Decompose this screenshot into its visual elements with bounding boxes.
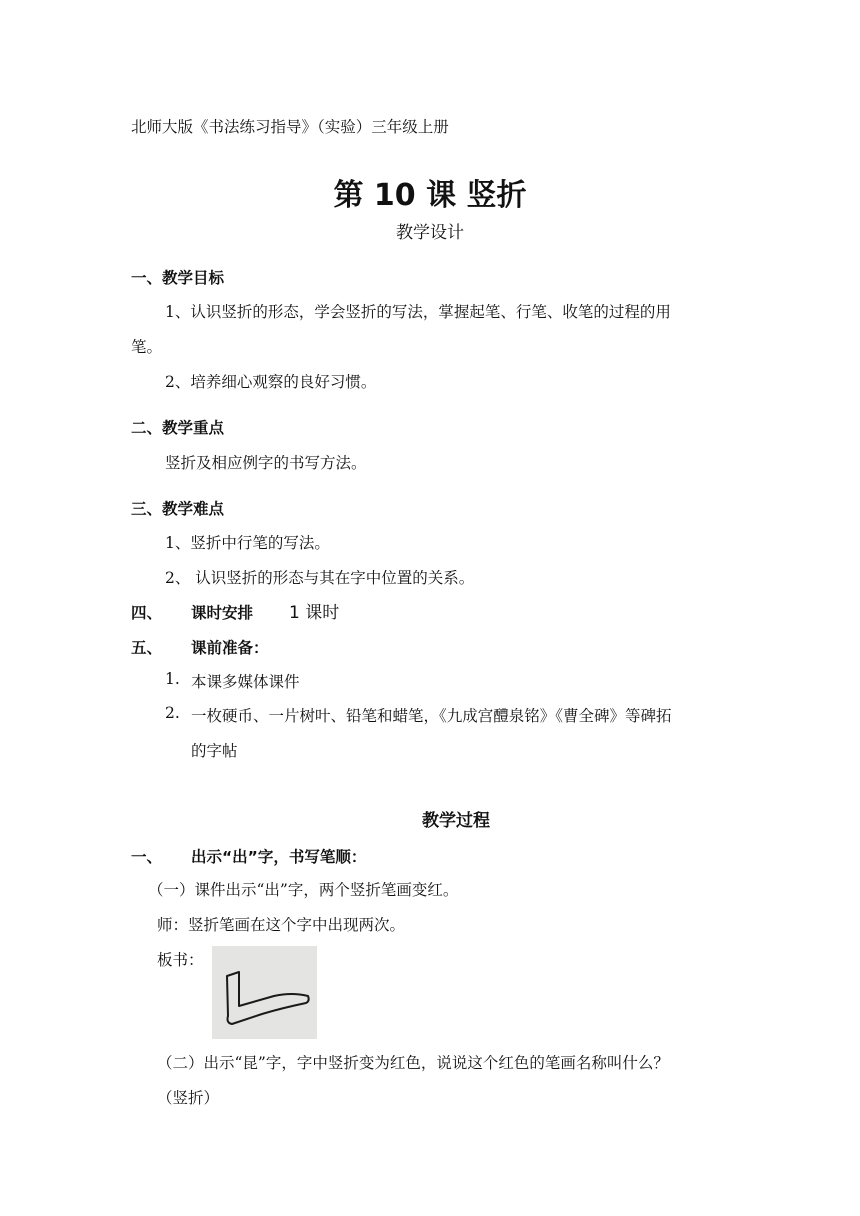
process-step-1c-line-1: （二）出示“昆”字，字中竖折变为红色，说说这个红色的笔画名称叫什么？ bbox=[157, 1054, 669, 1072]
key-points-text: 竖折及相应例字的书写方法。 bbox=[165, 454, 367, 472]
process-step-1b: 师：竖折笔画在这个字中出现两次。 bbox=[157, 916, 406, 934]
lesson-title: 第 10 课 竖折 bbox=[333, 178, 527, 213]
lesson-subtitle: 教学设计 bbox=[396, 223, 464, 243]
section-key-points-title: 二、教学重点 bbox=[131, 419, 225, 437]
process-step-1-num: 一、 bbox=[131, 848, 163, 866]
prep-item-2-line-1: 一枚硬币、一片树叶、铅笔和蜡笔，《九成宫醴泉铭》《曹全碑》等碑拓 bbox=[191, 707, 672, 725]
prep-item-1: 本课多媒体课件 bbox=[191, 673, 300, 691]
section-schedule-num: 四、 bbox=[131, 604, 163, 622]
section-schedule-value: 1 课时 bbox=[289, 603, 340, 623]
section-preparation-label: 课前准备： bbox=[191, 639, 269, 657]
difficulty-1: 1、竖折中行笔的写法。 bbox=[165, 534, 330, 552]
prep-item-2-num: 2. bbox=[165, 704, 180, 722]
vertical-fold-stroke-drawing bbox=[212, 946, 317, 1039]
document-header: 北师大版《书法练习指导》（实验）三年级上册 bbox=[131, 118, 449, 136]
objective-1-line-2: 笔。 bbox=[131, 338, 163, 356]
section-difficulties-title: 三、教学难点 bbox=[131, 500, 225, 518]
section-schedule-label: 课时安排 bbox=[191, 604, 254, 622]
process-step-1-title: 出示“出”字，书写笔顺： bbox=[191, 848, 367, 866]
process-title: 教学过程 bbox=[422, 811, 490, 831]
section-objectives-title: 一、教学目标 bbox=[131, 269, 225, 287]
prep-item-2-line-2: 的字帖 bbox=[191, 742, 238, 760]
section-preparation-num: 五、 bbox=[131, 639, 163, 657]
prep-item-1-num: 1. bbox=[165, 670, 180, 688]
vertical-fold-stroke-image bbox=[212, 946, 317, 1039]
objective-1-line-1: 1、认识竖折的形态，学会竖折的写法，掌握起笔、行笔、收笔的过程的用 bbox=[165, 303, 671, 321]
difficulty-2: 2、 认识竖折的形态与其在字中位置的关系。 bbox=[165, 569, 475, 587]
board-label: 板书： bbox=[157, 951, 204, 969]
process-step-1a: （一）课件出示“出”字，两个竖折笔画变红。 bbox=[148, 881, 459, 899]
process-step-1c-line-2: （竖折） bbox=[157, 1089, 220, 1107]
objective-2: 2、培养细心观察的良好习惯。 bbox=[165, 373, 377, 391]
